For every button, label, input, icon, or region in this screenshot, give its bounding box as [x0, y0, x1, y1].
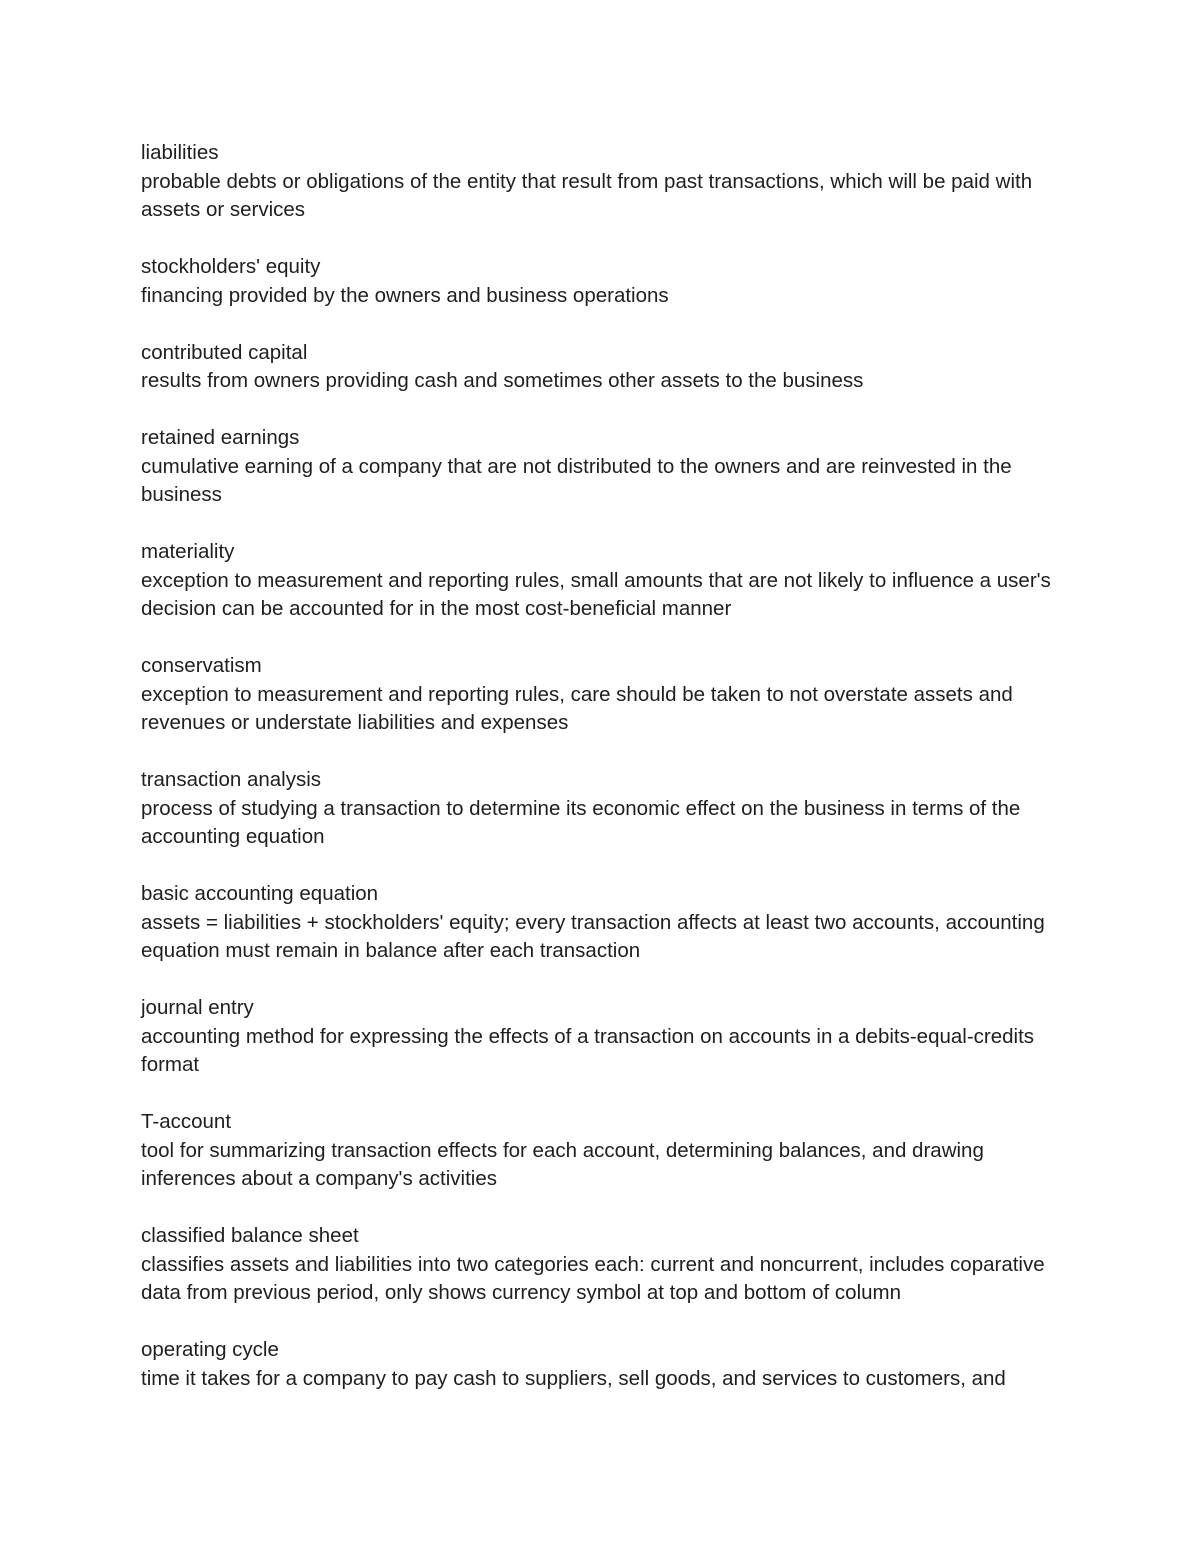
glossary-entry [141, 339, 1071, 396]
glossary-entry [141, 1108, 1071, 1194]
entry-definition: classifies assets and liabilities into two categories each: current and noncurrent, includes coparative data from previous period, only shows currency symbol at top and bottom of column [141, 1252, 1045, 1304]
glossary-entry [141, 538, 1071, 624]
entry-term: conservatism [141, 654, 262, 677]
glossary-entry [141, 880, 1071, 966]
entry-definition: exception to measurement and reporting rules, care should be taken to not overstate assets and revenues or understate liabilities and expenses [141, 682, 1013, 734]
entry-definition: probable debts or obligations of the entity that result from past transactions, which will be paid with assets or services [141, 169, 1033, 221]
entry-term: basic accounting equation [141, 882, 379, 905]
glossary-entry [141, 253, 1071, 310]
entry-term: classified balance sheet [141, 1224, 359, 1247]
entry-term: stockholders' equity [141, 255, 321, 278]
glossary-list [141, 139, 1071, 1422]
entry-definition: tool for summarizing transaction effects for each account, determining balances, and drawing inferences about a company's activities [141, 1138, 984, 1190]
glossary-entry [141, 994, 1071, 1080]
entry-definition: accounting method for expressing the effects of a transaction on accounts in a debits-equal-credits format [141, 1024, 1035, 1076]
entry-term: retained earnings [141, 426, 300, 449]
entry-definition: financing provided by the owners and business operations [141, 283, 669, 307]
entry-definition: time it takes for a company to pay cash to suppliers, sell goods, and services to customers, and [141, 1366, 1006, 1390]
entry-term: transaction analysis [141, 768, 322, 791]
entry-term: operating cycle [141, 1338, 279, 1361]
entry-term: contributed capital [141, 340, 308, 364]
entry-term: materiality [141, 540, 235, 563]
entry-term: liabilities [141, 141, 219, 164]
entry-term: journal entry [141, 996, 254, 1019]
entry-definition: assets = liabilities + stockholders' equity; every transaction affects at least two accounts, accounting equation must remain in balance after each transaction [141, 910, 1045, 962]
entry-term: T-account [141, 1110, 232, 1133]
glossary-entry [141, 139, 1071, 225]
glossary-entry [141, 1222, 1071, 1308]
entry-definition: exception to measurement and reporting rules, small amounts that are not likely to influence a user's decision can be accounted for in the most cost-beneficial manner [141, 568, 1051, 620]
glossary-entry [141, 766, 1071, 852]
glossary-entry [141, 652, 1071, 738]
entry-definition: process of studying a transaction to determine its economic effect on the business in terms of the accounting equation [141, 796, 1021, 848]
glossary-entry [141, 424, 1071, 510]
entry-definition: cumulative earning of a company that are not distributed to the owners and are reinvested in the business [141, 454, 1012, 506]
entry-definition: results from owners providing cash and sometimes other assets to the business [141, 369, 864, 392]
glossary-entry [141, 1336, 1071, 1393]
